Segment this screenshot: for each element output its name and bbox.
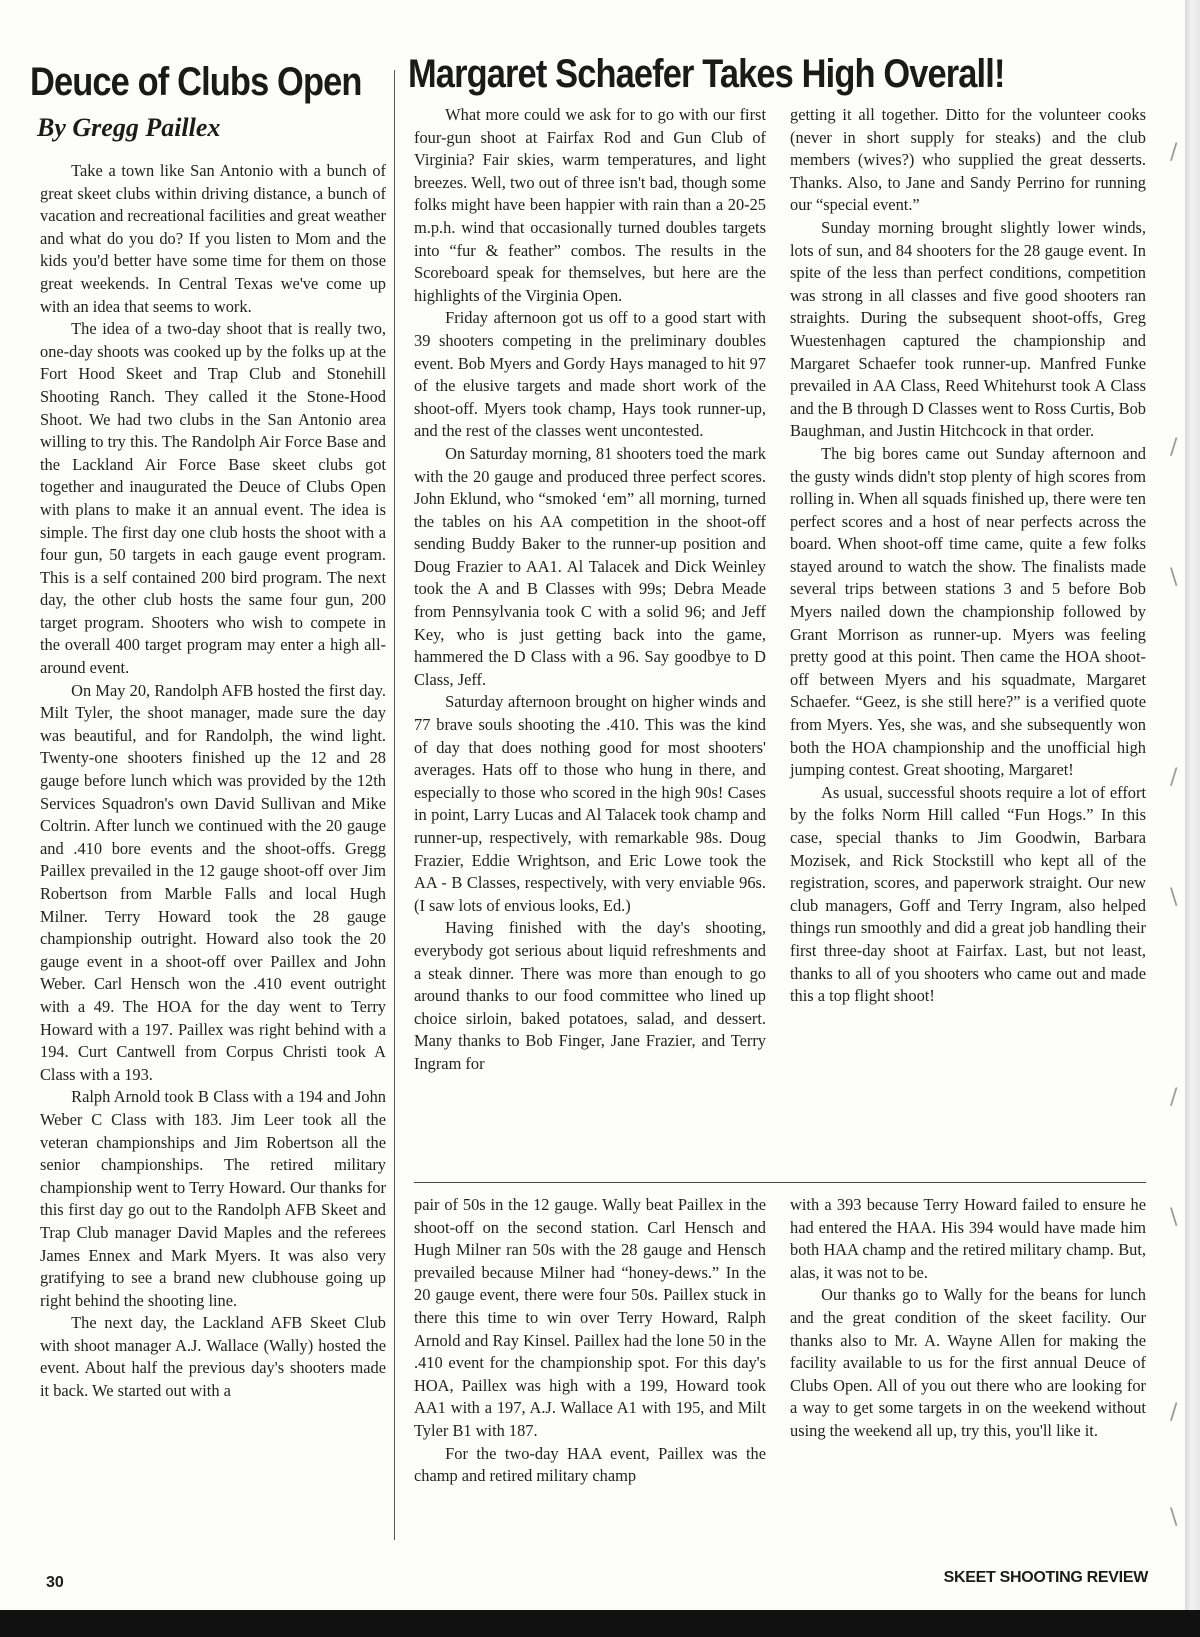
margin-mark-icon: \	[1170, 1505, 1178, 1530]
paragraph: The next day, the Lackland AFB Skeet Club with shoot manager A.J. Wallace (Wally) hosted the event. About half the previous day's shooters made it back. We started out with a	[40, 1313, 386, 1401]
paragraph: On Saturday morning, 81 shooters toed the mark with the 20 gauge and produced three perfect scores. John Eklund, who “smoked ‘em” all morning, turned the tables on his AA competition in the shoot-off sending Buddy Baker to the runner-up position and Doug Frazier to AA1. Al Talacek and Dick Weinley took the A and B Classes with 99s; Debra Meade from Pennsylvania took C with a solid 96; and Jeff Key, who is just getting back into the game, hammered the D Class with a 96. Say goodbye to D Class, Jeff.	[414, 443, 766, 689]
paragraph: Having finished with the day's shooting, everybody got serious about liquid refreshments and a steak dinner. There was more than enough to go around thanks to our food committee who lined up choice sirloin, baked potatoes, salad, and dessert. Many thanks to Bob Finger, Jane Frazier, and Terry Ingram for	[414, 918, 766, 1073]
margin-mark-icon: \	[1170, 1205, 1178, 1230]
margin-mark-icon: /	[1170, 765, 1178, 790]
paragraph: On May 20, Randolph AFB hosted the first day. Milt Tyler, the shoot manager, made sure the day was beautiful, and for Randolph, the wind light. Twenty-one shooters finished up the 12 and 28 gauge before lunch which was provided by the 12th Services Squadron's own David Sullivan and Mike Coltrin. After lunch we continued with the 20 gauge and .410 bore events and the shoot-offs. Gregg Paillex prevailed in the 12 gauge shoot-off over Jim Robertson from Marble Falls and local Hugh Milner. Terry Howard took the 28 gauge championship outright. Howard also took the 20 gauge event in a shoot-off over Paillex and John Weber. Carl Hensch won the .410 event outright with a 49. The HOA for the day went to Terry Howard with a 197. Paillex was right behind with a 194. Curt Cantwell from Corpus Christi took A Class with a 193.	[40, 680, 386, 1084]
column-rule	[394, 70, 395, 1540]
paragraph: Ralph Arnold took B Class with a 194 and John Weber C Class with 183. Jim Leer took all the veteran championships and Jim Robertson all the senior championships. The retired military championship went to Terry Howard. Our thanks for this first day go out to the Randolph AFB Skeet and Trap Club manager David Maples and the referees James Ennex and Mark Myers. It was also very gratifying to see a brand new clubhouse going up right behind the shooting line.	[40, 1087, 386, 1310]
margin-mark-icon: /	[1170, 140, 1178, 165]
paragraph: What more could we ask for to go with our first four-gun shoot at Fairfax Rod and Gun Club of Virginia? Fair skies, warm temperatures, and light breezes. Well, two out of three isn't bad, though some folks might have been happier with rain than a 20-25 m.p.h. wind that occasionally turned doubles targets into “fur & feather” combos. The results in the Scoreboard speak for themselves, but here are the highlights of the Virginia Open.	[414, 105, 766, 305]
publication-name: SKEET SHOOTING REVIEW	[943, 1569, 1148, 1586]
paragraph: getting it all together. Ditto for the volunteer cooks (never in short supply for steaks) and the club members (wives?) who supplied the great desserts. Thanks. Also, to Jane and Sandy Perrino for running our “special event.”	[790, 105, 1146, 215]
margin-mark-icon: \	[1170, 885, 1178, 910]
paragraph: The idea of a two-day shoot that is really two, one-day shoots was cooked up by the folks up at the Fort Hood Skeet and Trap Club and Stonehill Shooting Ranch. They called it the Stone-Hood Shoot. We had two clubs in the San Antonio area willing to try this. The Randolph Air Force Base and the Lackland Air Force Base skeet clubs got together and inaugurated the Deuce of Clubs Open with plans to make it an annual event. The idea is simple. The first day one club hosts the shoot with a four gun, 50 targets in each gauge event program. This is a self contained 200 bird program. The next day, the other club hosts the same four gun, 200 target program. Shooters who wish to compete in the overall 400 target program may enter a high all-around event.	[40, 319, 386, 678]
paragraph: Take a town like San Antonio with a bunch of great skeet clubs within driving distance, a bunch of vacation and recreational facilities and great weather and what do you do? If you listen to Mom and the kids you'd better have some time for them on those great weekends. In Central Texas we've come up with an idea that seems to work.	[40, 161, 386, 316]
paragraph: Saturday afternoon brought on higher winds and 77 brave souls shooting the .410. This was the kind of day that does nothing good for most shooters' averages. Hats off to those who hung in there, and especially to those who scored in the high 90s! Cases in point, Larry Lucas and Al Talacek took champ and runner-up, respectively, with remarkable 98s. Doug Frazier, Eddie Wrightson, and Eric Lowe took the AA - B Classes, respectively, with very enviable 96s. (I saw lots of envious looks, Ed.)	[414, 692, 766, 915]
paragraph: with a 393 because Terry Howard failed to ensure he had entered the HAA. His 394 would have made him both HAA champ and the retired military champ. But, alas, it was not to be.	[790, 1195, 1146, 1282]
article-divider-rule	[414, 1182, 1146, 1183]
paragraph: The big bores came out Sunday afternoon and the gusty winds didn't stop plenty of high scores from rolling in. When all squads finished up, there were ten perfect scores and a host of near perfects across the board. When shoot-off time came, quite a few folks stayed around to watch the show. The finalists made several trips between stations 3 and 5 before Bob Myers nailed down the championship followed by Grant Morrison as runner-up. Myers was feeling pretty good at this point. Then came the HOA shoot-off between Myers and his squadmate, Margaret Schaefer. “Geez, is she still here?” is a verified quote from Myers. Yes, she was, and she subsequently won both the HOA championship and the unofficial high jumping contest. Great shooting, Margaret!	[790, 443, 1146, 780]
paragraph: pair of 50s in the 12 gauge. Wally beat Paillex in the shoot-off on the second station. Carl Hensch and Hugh Milner ran 50s with the 28 gauge and Hensch prevailed because Milner had “honey-dews.” In the 20 gauge event, there were four 50s. Paillex stuck in there this time to win over Terry Howard, Ralph Arnold and Ray Kinsel. Paillex had the lone 50 in the .410 event for the championship spot. For this day's HOA, Paillex was high with a 199, Howard took AA1 with a 197, A.J. Wallace A1 with 195, and Milt Tyler B1 with 187.	[414, 1195, 766, 1440]
page-gutter-edge	[1185, 0, 1200, 1637]
left-article-column-3-continued	[790, 1194, 1146, 1443]
paragraph: For the two-day HAA event, Paillex was the champ and retired military champ	[414, 1443, 766, 1486]
paragraph: Our thanks go to Wally for the beans for lunch and the great condition of the skeet facility. Our thanks also to Mr. A. Wayne Allen for making the facility available to us for the first annual Deuce of Clubs Open. All of you out there who are looking for a way to get some targets in on the weekend without using the weekend all up, try this, you'll like it.	[790, 1285, 1146, 1440]
paragraph: As usual, successful shoots require a lot of effort by the folks Norm Hill called “Fun Hogs.” In this case, special thanks to Jim Goodwin, Barbara Mozisek, and Rick Stockstill who kept all of the registration, scores, and paperwork straight. Our new club managers, Goff and Terry Ingram, also helped things run smoothly and did a great job handling their first three-day shoot at Fairfax. Last, but not least, thanks to all of you shooters who came out and made this a top flight shoot!	[790, 782, 1146, 1006]
paragraph: Friday afternoon got us off to a good start with 39 shooters competing in the preliminary doubles event. Bob Myers and Gordy Hays managed to hit 97 of the elusive targets and made short work of the shoot-off. Myers took champ, Hays took runner-up, and the rest of the classes went uncontested.	[414, 308, 766, 441]
margin-mark-icon: /	[1170, 1400, 1178, 1425]
right-article-column-3	[790, 104, 1146, 1008]
paragraph: Sunday morning brought slightly lower winds, lots of sun, and 84 shooters for the 28 gauge event. In spite of the less than perfect conditions, competition was strong in all classes and five good shooters ran straights. During the subsequent shoot-offs, Greg Wuestenhagen captured the championship and Margaret Schaefer took runner-up. Manfred Funke prevailed in AA Class, Reed Whitehurst took A Class and the B through D Classes went to Ross Curtis, Bob Baughman, and Justin Hitchcock in that order.	[790, 217, 1146, 441]
left-article-column-2-continued	[414, 1194, 766, 1488]
right-article-title: Margaret Schaefer Takes High Overall!	[408, 52, 1005, 96]
left-article-byline: By Gregg Paillex	[37, 113, 221, 142]
right-article-column-2	[414, 104, 766, 1076]
left-article-title: Deuce of Clubs Open	[30, 60, 362, 104]
left-article-column-1	[40, 160, 386, 1403]
margin-mark-icon: \	[1170, 565, 1178, 590]
margin-mark-icon: /	[1170, 1085, 1178, 1110]
margin-mark-icon: /	[1170, 435, 1178, 460]
scan-bottom-edge	[0, 1610, 1200, 1637]
page-number: 30	[46, 1574, 64, 1591]
